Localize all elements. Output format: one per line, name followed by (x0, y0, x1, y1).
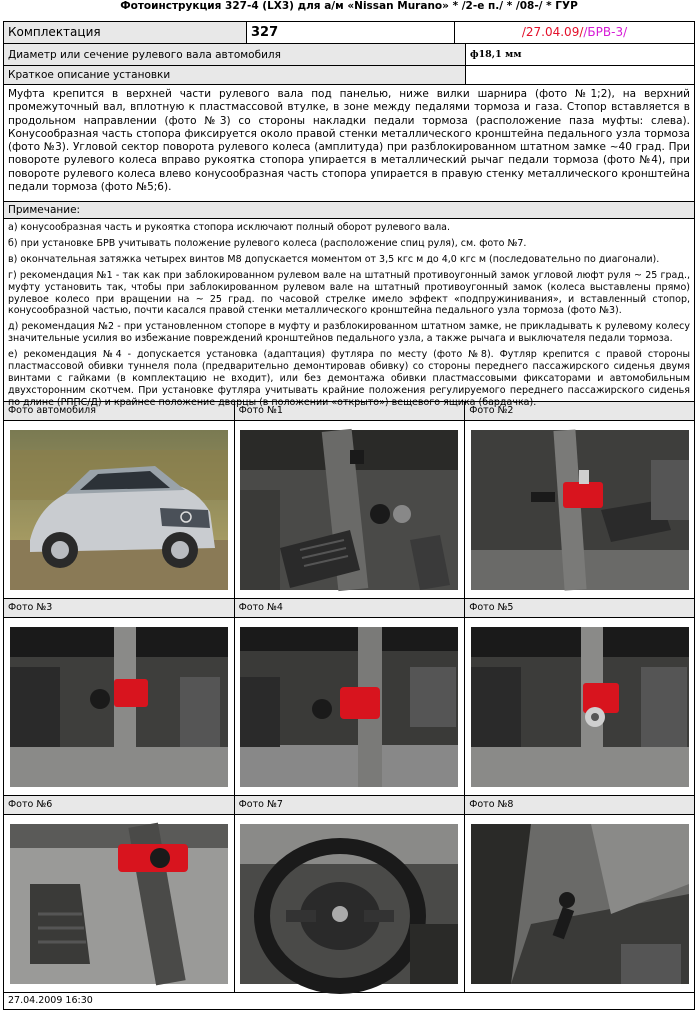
photo-label: Фото №7 (235, 796, 466, 814)
notes-block (4, 219, 694, 408)
photo-row (4, 618, 694, 796)
short-desc-label: Краткое описание установки (4, 66, 466, 84)
car-photo (10, 430, 228, 590)
notes-label: Примечание: (4, 202, 694, 219)
photo-label: Фото №2 (469, 405, 514, 416)
photo-label: Фото №3 (4, 599, 235, 617)
footer-timestamp: 27.04.2009 16:30 (4, 993, 694, 1009)
diameter-value: ф18,1 мм (466, 44, 694, 65)
note-item: в) окончательная затяжка четырех винтов М8 допускается моментом от 3,5 кгс м до 4,0 кгс м (последовательно по диагонали). (8, 253, 660, 265)
photo-4 (240, 627, 458, 787)
note-item: а) конусообразная часть и рукоятка стопора исключают полный оборот рулевого вала. (8, 222, 451, 233)
photo-label: Фото №4 (235, 599, 466, 617)
photo-row (4, 421, 694, 599)
photo-5 (471, 627, 689, 787)
note-item: б) при установке БРВ учитывать положение рулевого колеса (расположение спиц руля), см. фото №7. (8, 237, 527, 249)
photo-label-row (4, 402, 694, 421)
diameter-row (4, 44, 694, 66)
note-item: е) рекомендация №4 - допускается установка (адаптация) футляра по месту (фото №8). Футляр крепится с правой стороны пластмассовой обивки туннеля пола (предварительно демонтировав обивку) со стороны переднего пассажирского сиденья двумя винтами с гайками (в комплектацию не входит), или без демонтажа обивки пластмассовыми фиксаторами и автомобильным двухсторонним скотчем. При установке футляра учитывать крайние положения регулируемого переднего пассажирского сиденья по длине (РППС/Д) и крайнее положение дверцы (в положении «открыто») вещевого ящика (бардачка). (8, 349, 690, 408)
short-desc-empty (466, 66, 694, 84)
photo-row (4, 815, 694, 993)
photo-label-row (4, 599, 694, 618)
note-item: г) рекомендация №1 - так как при заблокированном рулевом вале на штатный противоугонный замок угловой люфт руля ~ 25 град., муфту установить так, чтобы при заблокированном рулевом вале на штатный противоугонный замок (колеса выставлены прямо) рулевое колесо при вращении на ~ 25 град. по часовой стрелке имело эффект «подпружинивания», и вставленный стопор, конусообразной частью, почти касался правой стенки металлического кронштейна педального узла тормоза (фото №3). (8, 269, 690, 317)
instruction-table (3, 21, 695, 1010)
photo-6 (10, 824, 228, 984)
photo-label-row (4, 796, 694, 815)
photo-3 (10, 627, 228, 787)
photo-label: Фото №6 (4, 796, 235, 814)
complect-label: Комплектация (4, 22, 247, 43)
photo-label: Фото №8 (469, 799, 514, 810)
complect-value: 327 (247, 22, 455, 43)
photo-8 (471, 824, 689, 984)
diameter-label: Диаметр или сечение рулевого вала автомобиля (4, 44, 466, 65)
date-cell (455, 22, 694, 43)
note-item: д) рекомендация №2 - при установленном стопоре в муфту и разблокированном штатном замке, не прикладывать к рулевому колесу значительные усилия во избежание повреждений кронштейнов педального узла, а также рычага и выключателя педали тормоза. (8, 321, 690, 345)
complect-row (4, 22, 694, 44)
photo-1 (240, 430, 458, 590)
photo-label: Фото №5 (469, 602, 514, 613)
short-desc-row (4, 66, 694, 85)
photo-7 (240, 824, 458, 984)
photo-2 (471, 430, 689, 590)
brv-text: /БРВ-3/ (583, 25, 628, 39)
photo-label: Фото автомобиля (4, 402, 235, 420)
photo-label: Фото №1 (235, 402, 466, 420)
date-text: /27.04.09/ (521, 25, 584, 39)
page-title: Фотоинструкция 327-4 (LX3) для а/м «Nissan Murano» * /2-е п./ * /08-/ * ГУР (120, 0, 578, 12)
description-text: Муфта крепится в верхней части рулевого вала под панелью, ниже вилки шарнира (фото №1;2), на верхний промежуточный вал, вплотную к пластмассовой втулке, в зоне между педалями тормоза и газа. Стопор вставляется в продольном направлении (фото №3) со стороны накладки педали тормоза (расположение паза муфты: слева). Конусообразная часть стопора фиксируется около правой стенки металлического кронштейна педального узла тормоза (фото №3). Угловой сектор поворота рулевого колеса (амплитуда) при разблокированном штатном замке ~40 град. При повороте рулевого колеса вправо рукоятка стопора упирается в металлический рычаг педали тормоза (фото №4), при повороте рулевого колеса влево конусообразная часть стопора упирается в правую стенку металлического кронштейна педали тормоза (фото №5;6). (4, 85, 694, 202)
